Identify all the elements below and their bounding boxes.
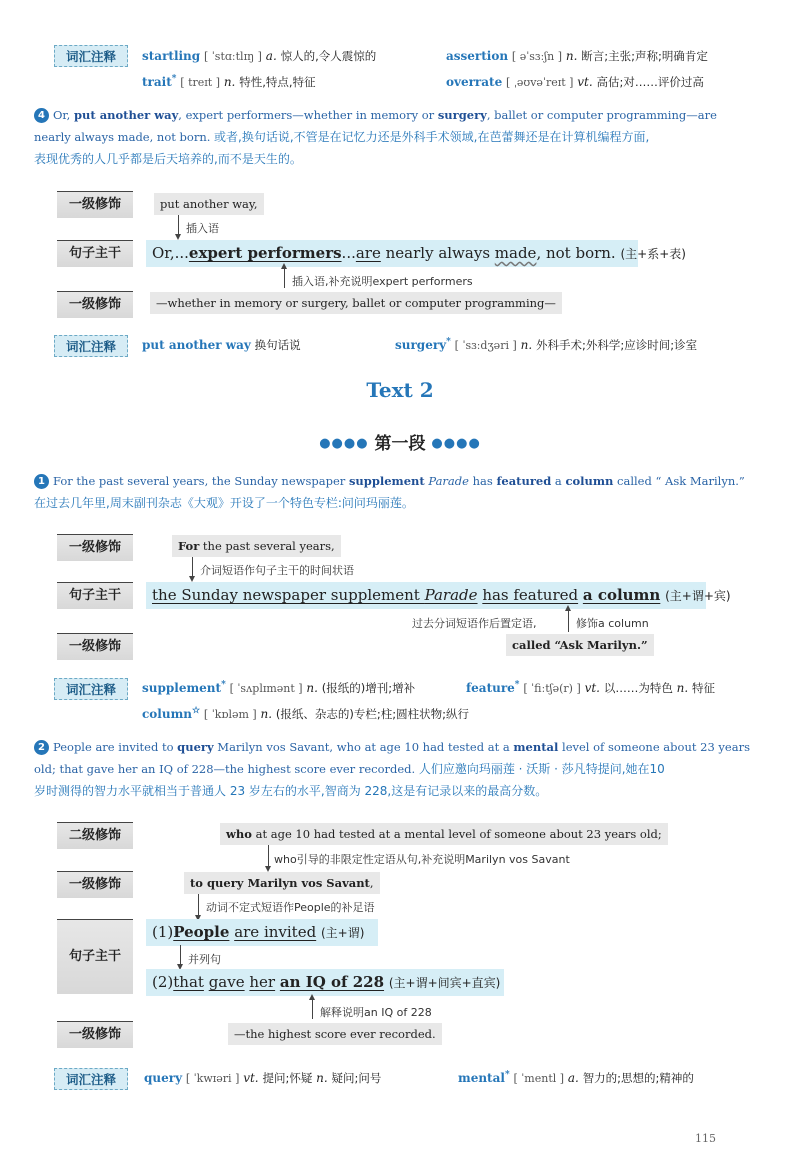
vocab-entry-startling: startling [ ˈstɑːtlɪŋ ] a. 惊人的,令人震惊的 <box>142 49 377 63</box>
grammar-note: 过去分词短语作后置定语, <box>412 617 537 630</box>
modifier-box: who at age 10 had tested at a mental level of someone about 23 years old; <box>220 823 668 845</box>
arrow-up <box>284 268 285 288</box>
vocab-entry-put-another-way: put another way 换句话说 <box>142 338 301 352</box>
page-number: 115 <box>695 1132 716 1145</box>
label-modifier-1: 一级修饰 <box>57 633 133 660</box>
label-main-clause: 句子主干 <box>57 240 133 267</box>
vocab-badge: 词汇注释 <box>54 335 128 357</box>
label-modifier-2: 二级修饰 <box>57 822 133 849</box>
arrow-down <box>198 894 199 916</box>
text-title: Text 2 <box>366 378 434 402</box>
grammar-note: 修饰a column <box>576 617 649 630</box>
arrow-down <box>180 945 181 965</box>
vocab-entry-mental: mental* [ ˈmentl ] a. 智力的;思想的;精神的 <box>458 1070 694 1085</box>
label-main-clause: 句子主干 <box>57 582 133 609</box>
grammar-note: 插入语,补充说明expert performers <box>292 275 473 288</box>
sentence-number: 1 <box>34 474 49 489</box>
vocab-entry-trait: trait* [ treɪt ] n. 特性,特点,特征 <box>142 74 316 89</box>
grammar-note: 解释说明an IQ of 228 <box>320 1006 432 1019</box>
main-clause-box-2: (2)that gave her an IQ of 228 (主+谓+间宾+直宾) <box>146 969 504 996</box>
sentence-1: 1 For the past several years, the Sunday newspaper supplement Parade has featured a column called “ Ask Marilyn.” 在过去几年里,周末副刊杂志《大观》开设了一个特色专栏:问问玛丽莲。 <box>34 474 745 510</box>
sentence-number: 4 <box>34 108 49 123</box>
arrow-down <box>178 215 179 235</box>
modifier-box: to query Marilyn vos Savant, <box>184 872 380 894</box>
label-modifier-1: 一级修饰 <box>57 1021 133 1048</box>
arrow-down <box>268 845 269 867</box>
arrow-up <box>568 610 569 632</box>
vocab-entry-assertion: assertion [ əˈsɜːʃn ] n. 断言;主张;声称;明确肯定 <box>446 49 708 63</box>
vocab-entry-surgery: surgery* [ ˈsɜːdʒəri ] n. 外科手术;外科学;应诊时间;诊室 <box>395 337 698 352</box>
label-modifier-1: 一级修饰 <box>57 534 133 561</box>
modifier-box: put another way, <box>154 193 264 215</box>
grammar-note: 并列句 <box>188 953 221 966</box>
vocab-entry-supplement: supplement* [ ˈsʌplɪmənt ] n. (报纸的)增刊;增补 <box>142 680 416 695</box>
vocab-entry-column: column☆ [ ˈkɒləm ] n. (报纸、杂志的)专栏;柱;圆柱状物;纵行 <box>142 706 469 721</box>
main-clause-box: Or,...expert performers...are nearly always made, not born. (主+系+表) <box>146 240 638 267</box>
vocab-badge: 词汇注释 <box>54 678 128 700</box>
arrow-up <box>312 999 313 1019</box>
modifier-box: called “Ask Marilyn.” <box>506 634 654 656</box>
main-clause-box-1: (1)People are invited (主+谓) <box>146 919 378 946</box>
vocab-entry-query: query [ ˈkwɪəri ] vt. 提问;怀疑 n. 疑问;问号 <box>144 1071 382 1085</box>
modifier-box: —the highest score ever recorded. <box>228 1023 442 1045</box>
sentence-number: 2 <box>34 740 49 755</box>
paragraph-title: ●●●● 第一段 ●●●● <box>319 434 481 454</box>
grammar-note: 介词短语作句子主干的时间状语 <box>200 564 354 577</box>
modifier-box: For the past several years, <box>172 535 341 557</box>
label-modifier-1: 一级修饰 <box>57 291 133 318</box>
arrow-down <box>192 557 193 577</box>
vocab-entry-feature: feature* [ ˈfiːtʃə(r) ] vt. 以……为特色 n. 特征 <box>466 680 716 695</box>
grammar-note: 插入语 <box>186 222 219 235</box>
grammar-note: who引导的非限定性定语从句,补充说明Marilyn vos Savant <box>274 853 570 866</box>
vocab-entry-overrate: overrate [ ˌəʊvəˈreɪt ] vt. 高估;对……评价过高 <box>446 75 704 89</box>
main-clause-box: the Sunday newspaper supplement Parade has featured a column (主+谓+宾) <box>146 582 706 609</box>
sentence-4: 4 Or, put another way, expert performers—whether in memory or surgery, ballet or computer programming—are nearly always made, not born. 或者,换句话说,不管是在记忆力还是外科手术领域,在芭蕾舞还是在计算机编程方面, 表现优秀的人几乎都是后天培养的,而不是天生的。 <box>34 108 717 166</box>
vocab-badge: 词汇注释 <box>54 45 128 67</box>
modifier-box: —whether in memory or surgery, ballet or computer programming— <box>150 292 562 314</box>
sentence-2: 2 People are invited to query Marilyn vos Savant, who at age 10 had tested at a mental level of someone about 23 years old; that gave her an IQ of 228—the highest score ever recorded. 人们应邀向玛丽莲 · 沃斯 · 莎凡特提问,她在10 岁时测得的智力水平就相当于普通人 23 岁左右的水平,智商为 228,这是有记录以来的最高分数。 <box>34 740 750 798</box>
grammar-note: 动词不定式短语作People的补足语 <box>206 901 375 914</box>
label-main-clause: 句子主干 <box>57 919 133 994</box>
vocab-badge: 词汇注释 <box>54 1068 128 1090</box>
label-modifier-1: 一级修饰 <box>57 871 133 898</box>
label-modifier-1: 一级修饰 <box>57 191 133 218</box>
